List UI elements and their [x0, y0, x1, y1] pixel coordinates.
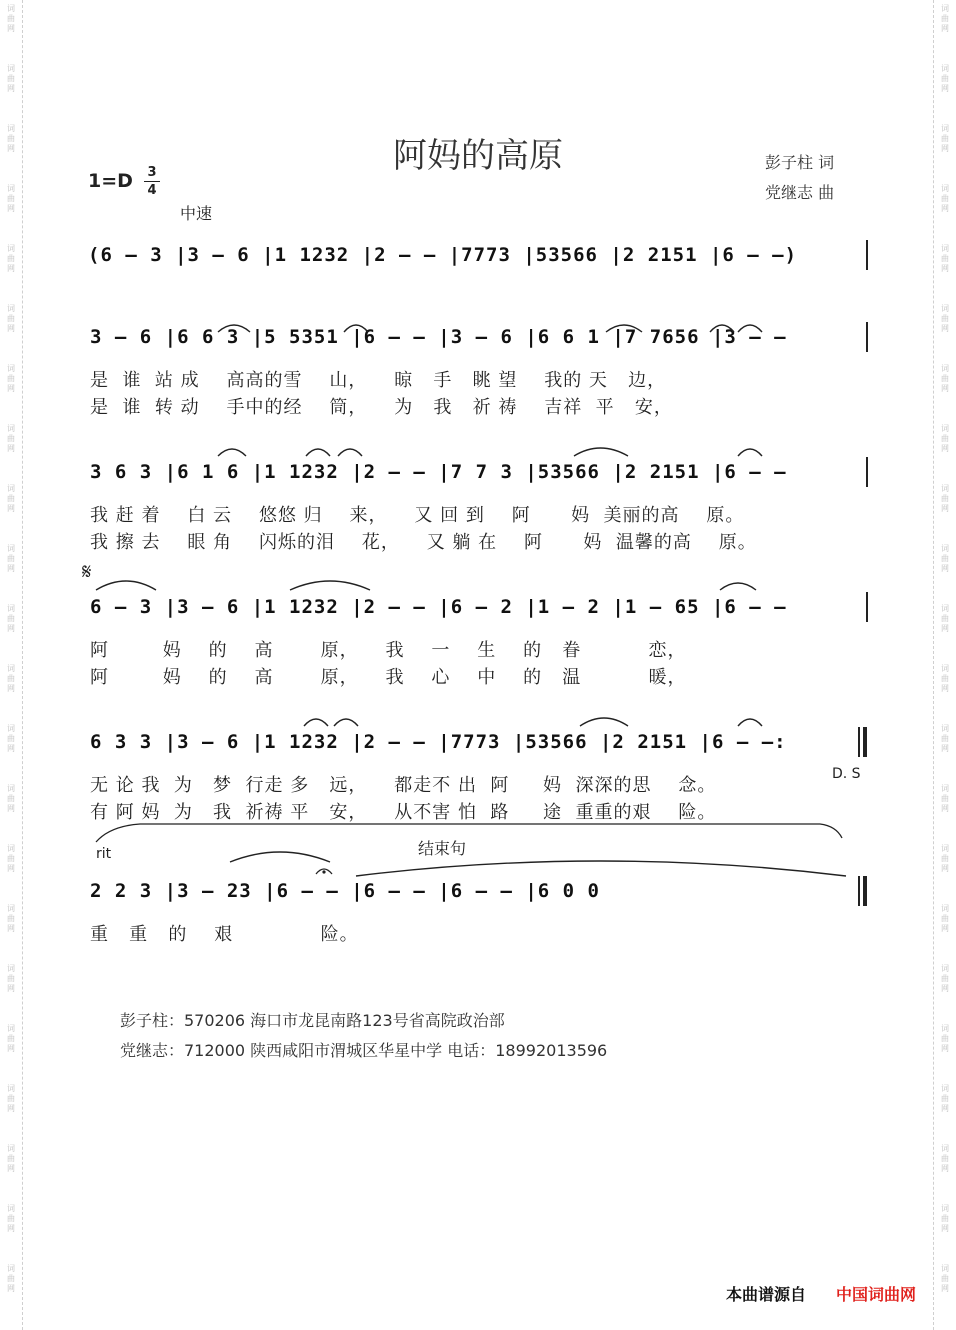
slur [230, 852, 330, 862]
watermark-text: 词曲网 [7, 1144, 15, 1173]
composer-contact: 党继志：712000 陕西咸阳市渭城区华星中学 电话：18992013596 [120, 1041, 608, 1060]
watermark-text: 词曲网 [941, 364, 949, 393]
slur [738, 325, 762, 332]
watermark-text: 词曲网 [7, 664, 15, 693]
watermark-text: 词曲网 [7, 4, 15, 33]
source-label: 本曲谱源自 [726, 1285, 807, 1304]
watermark-text: 词曲网 [7, 484, 15, 513]
watermark-text: 词曲网 [941, 904, 949, 933]
slur [738, 719, 762, 726]
source-site-link[interactable]: 中国词曲网 [836, 1285, 917, 1304]
watermark-text: 词曲网 [941, 1264, 949, 1293]
fermata-dot [322, 870, 325, 873]
slur [574, 448, 628, 456]
watermark-text: 词曲网 [941, 64, 949, 93]
slur [306, 449, 330, 456]
watermark-text: 词曲网 [7, 1264, 15, 1293]
system-5-lyrics-verse-2: 有 阿 妈 为 我 祈祷 平 安， 从不害 怕 路 途 重重的艰 险。 [90, 802, 717, 823]
slur [580, 718, 628, 726]
watermark-text: 词曲网 [941, 784, 949, 813]
slur [720, 583, 756, 590]
slur [738, 449, 762, 456]
system-4-notes: 6 – 3 |3 – 6 |1 1232 |2 – – |6 – 2 |1 – 2 |1 – 65 |6 – – [90, 596, 787, 618]
watermark-text: 词曲网 [941, 724, 949, 753]
lyricist-contact: 彭子柱：570206 海口市龙昆南路123号省高院政治部 [120, 1011, 505, 1030]
watermark-text: 词曲网 [941, 484, 949, 513]
watermark-text: 词曲网 [941, 1024, 949, 1053]
slur [606, 325, 642, 332]
watermark-text: 词曲网 [7, 1024, 15, 1053]
system-2-notes: 3 – 6 |6 6 3 |5 5351 |6 – – |3 – 6 |6 6 1 |7 7656 |3 – – [90, 326, 787, 348]
system-3-lyrics-verse-1: 我 赶 着 白 云 悠悠 归 来， 又 回 到 阿 妈 美丽的高 原。 [90, 505, 745, 526]
slur [344, 325, 368, 332]
watermark-text: 词曲网 [941, 304, 949, 333]
time-signature-bottom: 4 [147, 183, 157, 198]
slur [218, 325, 250, 332]
watermark-text: 词曲网 [941, 4, 949, 33]
dal-segno-mark: D. S [832, 766, 861, 782]
watermark-text: 词曲网 [941, 964, 949, 993]
watermark-text: 词曲网 [7, 784, 15, 813]
system-5-notes: 6 3 3 |3 – 6 |1 1232 |2 – – |7773 |53566 |2 2151 |6 – –: [90, 731, 787, 753]
watermark-text: 词曲网 [7, 844, 15, 873]
composer-credit: 党继志 曲 [765, 183, 835, 202]
watermark-text: 词曲网 [7, 244, 15, 273]
watermark-text: 词曲网 [7, 64, 15, 93]
system-6-notes: 2 2 3 |3 – 23 |6 – – |6 – – |6 – – |6 0 0 [90, 880, 600, 902]
song-title: 阿妈的高原 [393, 136, 563, 176]
system-6-lyrics: 重 重 的 艰 险。 [90, 924, 359, 945]
system-5-lyrics-verse-1: 无 论 我 为 梦 行走 多 远， 都走不 出 阿 妈 深深的思 念。 [90, 775, 717, 796]
watermark-text: 词曲网 [7, 184, 15, 213]
watermark-text: 词曲网 [7, 544, 15, 573]
watermark-text: 词曲网 [7, 1204, 15, 1233]
watermark-text: 词曲网 [7, 604, 15, 633]
slur [304, 719, 328, 726]
watermark-text: 词曲网 [7, 424, 15, 453]
watermark-text: 词曲网 [7, 964, 15, 993]
tempo-marking: 中速 [180, 204, 213, 223]
time-signature-top: 3 [147, 165, 157, 180]
watermark-text: 词曲网 [941, 844, 949, 873]
watermark-text: 词曲网 [941, 1204, 949, 1233]
slur [338, 449, 362, 456]
slur [334, 719, 358, 726]
watermark-text: 词曲网 [941, 124, 949, 153]
ritardando-mark: rit [96, 846, 112, 862]
system-3-notes: 3 6 3 |6 1 6 |1 1232 |2 – – |7 7 3 |53566 |2 2151 |6 – – [90, 461, 787, 483]
lyricist-credit: 彭子柱 词 [765, 153, 835, 172]
watermark-text: 词曲网 [7, 364, 15, 393]
slur [96, 581, 156, 590]
watermark-text: 词曲网 [941, 1144, 949, 1173]
watermark-text: 词曲网 [941, 544, 949, 573]
system-2-lyrics-verse-1: 是 谁 站 成 高高的雪 山， 晾 手 眺 望 我的 天 边， [90, 370, 667, 391]
system-3-lyrics-verse-2: 我 擦 去 眼 角 闪烁的泪 花， 又 躺 在 阿 妈 温馨的高 原。 [90, 532, 757, 553]
watermark-text: 词曲网 [7, 304, 15, 333]
watermark-text: 词曲网 [941, 424, 949, 453]
system-2-lyrics-verse-2: 是 谁 转 动 手中的经 筒， 为 我 祈 祷 吉祥 平 安， [90, 397, 673, 418]
watermark-text: 词曲网 [941, 604, 949, 633]
key-signature: 1=D [88, 170, 133, 192]
watermark-text: 词曲网 [941, 664, 949, 693]
watermark-text: 词曲网 [7, 124, 15, 153]
slur [218, 449, 246, 456]
system-4-lyrics-verse-1: 阿 妈 的 高 原， 我 一 生 的 眷 恋， [90, 640, 687, 661]
slur [290, 581, 370, 590]
watermark-text: 词曲网 [941, 184, 949, 213]
system-1-notes: (6 – 3 |3 – 6 |1 1232 |2 – – |7773 |53566 |2 2151 |6 – –) [88, 244, 798, 266]
ending-label: 结束句 [418, 839, 467, 858]
rit-phrase-line [96, 824, 842, 842]
ending-tie [356, 861, 846, 876]
watermark-text: 词曲网 [7, 724, 15, 753]
watermark-text: 词曲网 [941, 244, 949, 273]
watermark-text: 词曲网 [7, 904, 15, 933]
slur [710, 325, 734, 332]
watermark-text: 词曲网 [7, 1084, 15, 1113]
watermark-text: 词曲网 [941, 1084, 949, 1113]
system-4-lyrics-verse-2: 阿 妈 的 高 原， 我 心 中 的 温 暖， [90, 667, 687, 688]
segno-sign: 𝄋 [82, 560, 92, 585]
